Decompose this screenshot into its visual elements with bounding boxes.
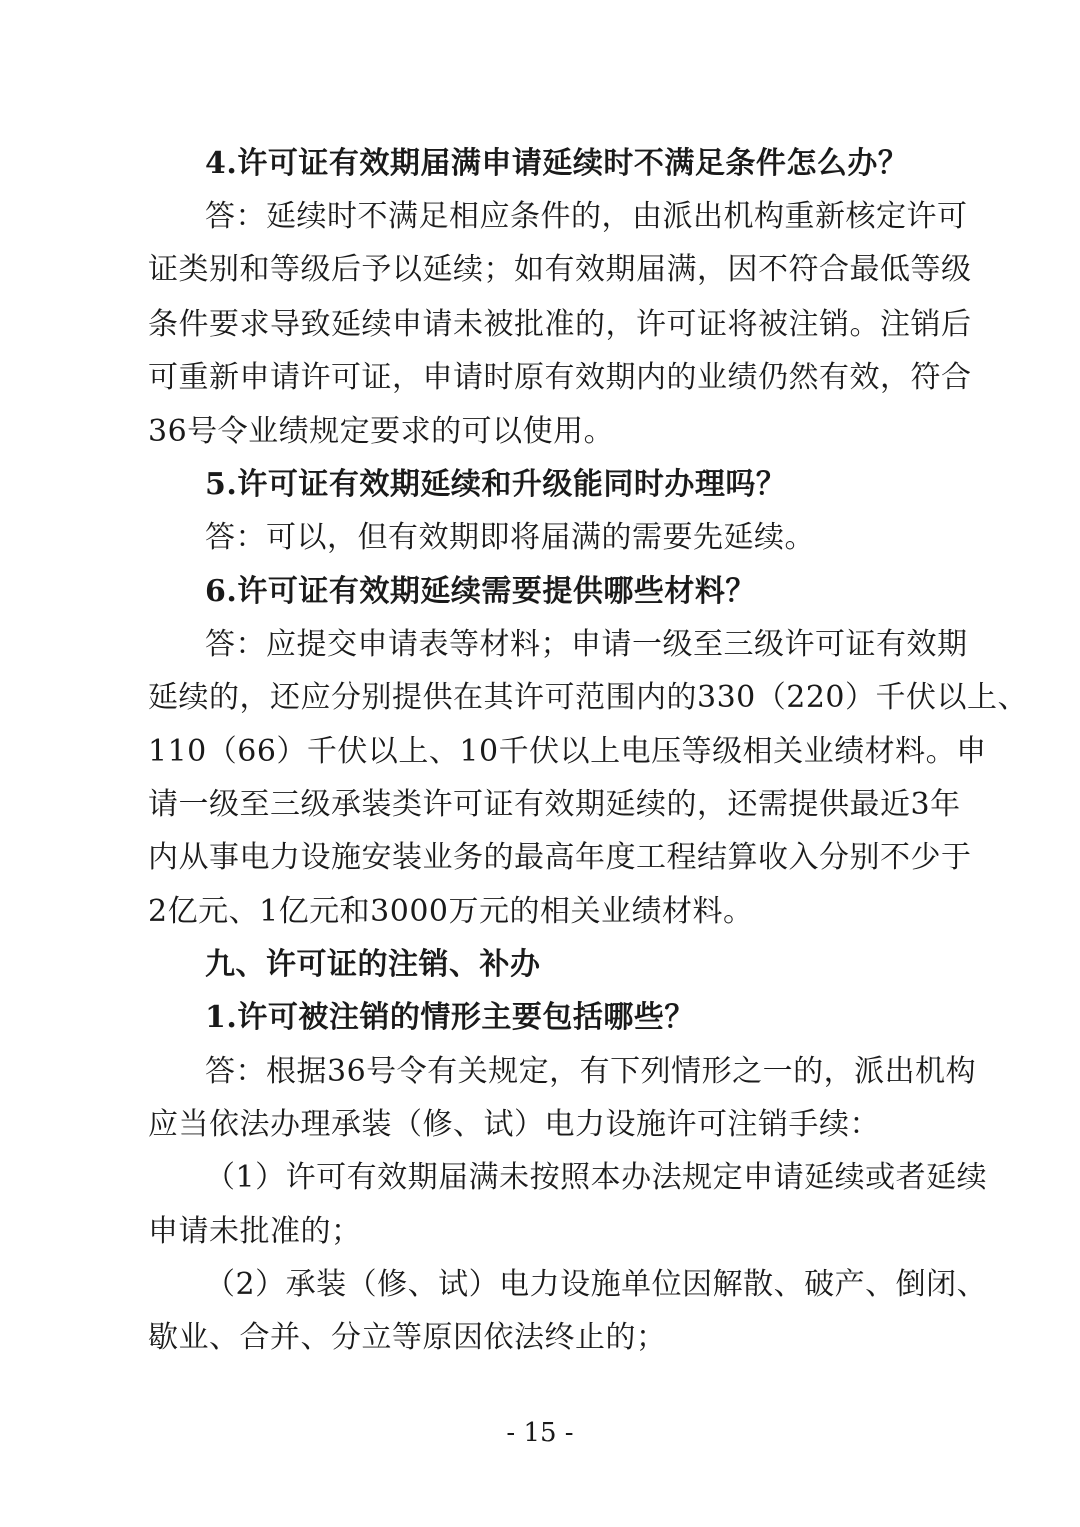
- answer-line: 2亿元、1亿元和3000万元的相关业绩材料。: [148, 894, 754, 929]
- answer-line: 延续的，还应分别提供在其许可范围内的330（220）千伏以上、: [148, 680, 1029, 715]
- question-heading-6: 6.许可证有效期延续需要提供哪些材料？: [205, 574, 756, 609]
- answer-line: 答：应提交申请表等材料；申请一级至三级许可证有效期: [205, 627, 968, 662]
- answer-line: 可重新申请许可证，申请时原有效期内的业绩仍然有效，符合: [148, 360, 972, 395]
- answer-line: 答：可以，但有效期即将届满的需要先延续。: [205, 520, 815, 555]
- question-heading-4: 4.许可证有效期届满申请延续时不满足条件怎么办？: [205, 146, 909, 181]
- question-heading-5: 5.许可证有效期延续和升级能同时办理吗？: [205, 467, 787, 502]
- answer-line: 应当依法办理承装（修、试）电力设施许可注销手续：: [148, 1107, 880, 1142]
- answer-line: 内从事电力设施安装业务的最高年度工程结算收入分别不少于: [148, 840, 972, 875]
- list-item-continuation: 歇业、合并、分立等原因依法终止的；: [148, 1320, 667, 1355]
- list-item: （2）承装（修、试）电力设施单位因解散、破产、倒闭、: [205, 1267, 988, 1302]
- answer-line: 答：延续时不满足相应条件的，由派出机构重新核定许可: [205, 199, 968, 234]
- question-heading-1: 1.许可被注销的情形主要包括哪些？: [205, 1000, 695, 1035]
- answer-line: 证类别和等级后予以延续；如有效期届满，因不符合最低等级: [148, 252, 972, 287]
- page-number: - 15 -: [506, 1418, 574, 1448]
- section-heading: 九、许可证的注销、补办: [205, 947, 541, 982]
- answer-line: 110（66）千伏以上、10千伏以上电压等级相关业绩材料。申: [148, 734, 987, 769]
- list-item: （1）许可有效期届满未按照本办法规定申请延续或者延续: [205, 1160, 988, 1195]
- answer-line: 36号令业绩规定要求的可以使用。: [148, 414, 615, 449]
- answer-line: 请一级至三级承装类许可证有效期延续的，还需提供最近3年: [148, 787, 961, 822]
- answer-line: 答：根据36号令有关规定，有下列情形之一的，派出机构: [205, 1054, 977, 1089]
- list-item-continuation: 申请未批准的；: [148, 1214, 362, 1249]
- answer-line: 条件要求导致延续申请未被批准的，许可证将被注销。注销后: [148, 307, 972, 342]
